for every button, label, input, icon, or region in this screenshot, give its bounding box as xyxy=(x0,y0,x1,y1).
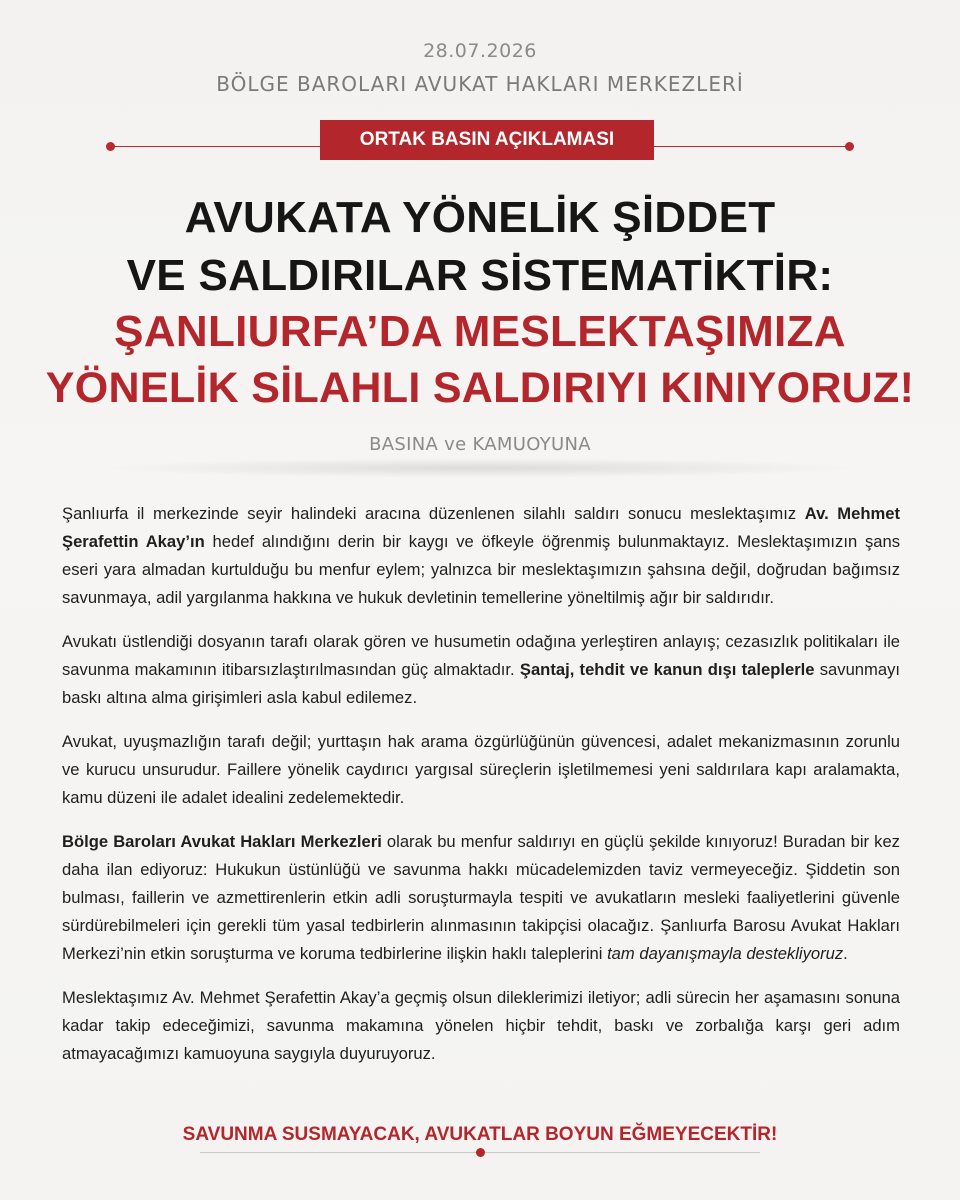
paragraph-4 xyxy=(62,828,900,968)
paragraph-2-text-b: savunmayı baskı altına alma girişimleri asla kabul edilemez. xyxy=(62,660,900,707)
paragraph-3: Avukat, uyuşmazlığın tarafı değil; yurttaşın hak arama özgürlüğünün güvencesi, adalet mekanizmasının zorunlu ve kurucu unsurudur. Faillere yönelik caydırıcı yargısal süreçlerin işletilmemesi yeni saldırılara kapı aralamakta, kamu düzeni ile adalet idealini zedelemektedir. xyxy=(62,732,900,807)
headline-line-1: AVUKATA YÖNELİK ŞİDDET xyxy=(184,193,776,242)
divider-dot-left xyxy=(106,142,115,151)
paragraph-4-text-b: . xyxy=(843,944,848,963)
header-shadow xyxy=(100,458,860,478)
headline-line-4: YÖNELİK SİLAHLI SALDIRIYI KINIYORUZ! xyxy=(45,364,915,412)
banner-row xyxy=(108,120,852,160)
paragraph-4-org: Bölge Baroları Avukat Hakları Merkezleri xyxy=(62,832,382,851)
paragraph-2-emphasis: Şantaj, tehdit ve kanun dışı taleplerle xyxy=(519,660,815,679)
paragraph-4-text-a: olarak bu menfur saldırıyı en güçlü şekilde kınıyoruz! Buradan bir kez daha ilan ediyoruz: Hukukun üstünlüğü ve savunma hakkı mücadelemizden taviz vermeyeceğiz. Şiddetin son bulması, faillerin ve azmettirenlerin etkin adli soruşturmayla tespiti ve avukatların mesleki faaliyetlerini güvenle sürdürebilmeleri için gerekli tüm yasal tedbirlerin alınmasının takipçisi olacağız. Şanlıurfa Barosu Avukat Hakları Merkezi’nin etkin soruşturma ve koruma tedbirlerine ilişkin haklı taleplerini xyxy=(62,832,900,963)
press-release-banner: ORTAK BASIN AÇIKLAMASI xyxy=(320,120,654,160)
closing-slogan: SAVUNMA SUSMAYACAK, AVUKATLAR BOYUN EĞMEYECEKTİR! xyxy=(182,1124,778,1145)
statement-body xyxy=(62,500,900,1084)
paragraph-1-text-b: hedef alındığını derin bir kaygı ve öfkeyle öğrenmiş bulunmaktayız. Meslektaşımızın şans eseri yara almadan kurtulduğu bu menfur eylem; yalnızca bir meslektaşımızın şahsına değil, doğrudan bağımsız savunmaya, adil yargılanma hakkına ve hukuk devletinin temellerine yöneltilmiş ağır bir saldırıdır. xyxy=(62,532,900,607)
paragraph-4-italic: tam dayanışmayla destekliyoruz xyxy=(607,944,844,963)
headline-line-3: ŞANLIURFA’DA MESLEKTAŞIMIZA xyxy=(114,307,846,356)
paragraph-1 xyxy=(62,500,900,612)
organization-name: BÖLGE BAROLARI AVUKAT HAKLARI MERKEZLERİ xyxy=(216,72,744,96)
audience-label: BASINA ve KAMUOYUNA xyxy=(369,434,591,455)
divider-dot-right xyxy=(845,142,854,151)
release-date: 28.07.2026 xyxy=(423,40,537,62)
paragraph-1-text-a: Şanlıurfa il merkezinde seyir halindeki aracına düzenlenen silahlı saldırı sonucu meslektaşımız xyxy=(62,504,805,523)
paragraph-5: Meslektaşımız Av. Mehmet Şerafettin Akay’a geçmiş olsun dileklerimizi iletiyor; adli sürecin her aşamasını sonuna kadar takip edeceğimizi, savunma makamına yönelen hiçbir tehdit, baskı ve zorbalığa karşı geri adım atmayacağımızı kamuoyuna saygıyla duyuruyoruz. xyxy=(62,988,900,1063)
closing-dot xyxy=(476,1148,485,1157)
headline-line-2: VE SALDIRILAR SİSTEMATİKTİR: xyxy=(126,251,834,300)
paragraph-2 xyxy=(62,628,900,712)
lawyer-name: Av. Mehmet Şerafettin Akay’ın xyxy=(62,504,900,551)
paragraph-2-text-a: Avukatı üstlendiği dosyanın tarafı olarak gören ve husumetin odağına yerleştiren anlayış; cezasızlık politikaları ile savunma makamının itibarsızlaştırılmasından güç almaktadır. xyxy=(62,632,900,679)
